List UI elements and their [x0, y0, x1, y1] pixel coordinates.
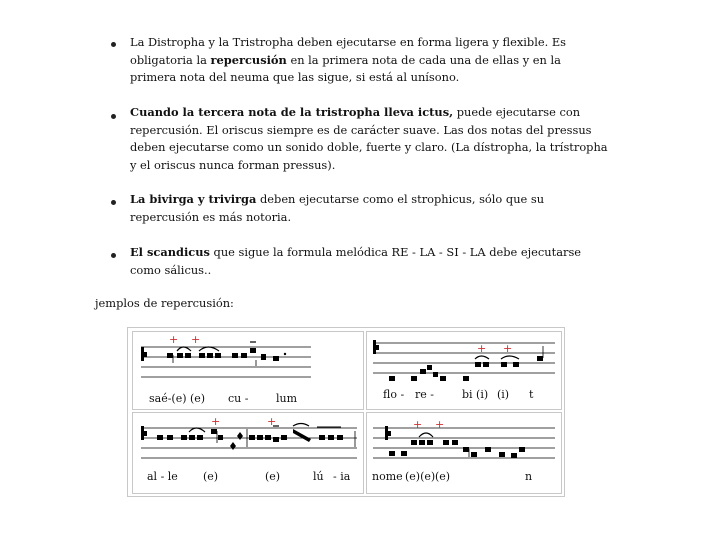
- repercussion-mark: +: [211, 415, 221, 428]
- syllable: bi (i): [462, 388, 489, 401]
- example-panel-floret: [366, 331, 562, 410]
- syllable: (e): [435, 470, 451, 483]
- syllable: re -: [415, 388, 434, 401]
- example-panel-nomen: [366, 412, 562, 494]
- example-panel-alleluia: [132, 412, 364, 494]
- bullet-item-distropha: La Distropha y la Tristropha deben ejecutarse en forma ligera y flexible. Es obligatoria la repercusión en la primera nota de cada una de ellas y en la primera nota del neuma que las sigue, si está al unísono.: [130, 35, 566, 85]
- bullet-dot: [111, 114, 116, 119]
- syllable: (e): [203, 470, 219, 483]
- bullet-item-scandicus: El scandicus que sigue la formula melódica RE - LA - SI - LA debe ejecutarse como sálicus..: [130, 245, 582, 277]
- example-panel-caelum: [132, 331, 364, 410]
- syllable: (i): [497, 388, 510, 401]
- syllable: al - le: [147, 470, 178, 483]
- repercussion-mark: +: [477, 342, 487, 355]
- repercussion-mark: +: [267, 415, 277, 428]
- syllable: cu -: [228, 392, 249, 405]
- examples-heading: jemplos de repercusión:: [95, 296, 234, 310]
- repercussion-mark: +: [169, 333, 179, 346]
- examples-figure: [127, 327, 565, 497]
- bullet-dot: [111, 253, 116, 258]
- bullet-dot: [111, 42, 116, 47]
- bullet-item-bivirga: La bivirga y trivirga deben ejecutarse como el strophicus, sólo que su repercusión es más notoria.: [130, 192, 545, 224]
- syllable: saé-(e): [149, 392, 187, 405]
- syllable: flo -: [383, 388, 405, 401]
- repercussion-mark: +: [191, 333, 201, 346]
- syllable: (e): [190, 392, 206, 405]
- syllable: lum: [276, 392, 298, 405]
- repercussion-mark: +: [413, 418, 423, 431]
- syllable: n: [525, 470, 533, 483]
- syllable: nome: [372, 470, 403, 483]
- bullet-dot: [111, 200, 116, 205]
- syllable: t: [529, 388, 534, 401]
- repercussion-mark: +: [435, 418, 445, 431]
- repercussion-mark: +: [503, 342, 513, 355]
- syllable: (e)(e): [405, 470, 436, 483]
- syllable: (e): [265, 470, 281, 483]
- bullet-item-tristropha: Cuando la tercera nota de la tristropha lleva ictus, puede ejecutarse con repercusión. El oriscus siempre es de carácter suave. Las dos notas del pressus deben ejecutarse como un sonido doble, fuerte y claro. (La dístropha, la trístropha y el oriscus nunca forman pressus).: [130, 105, 608, 172]
- syllable: - ia: [333, 470, 351, 483]
- syllable: lú: [313, 470, 324, 483]
